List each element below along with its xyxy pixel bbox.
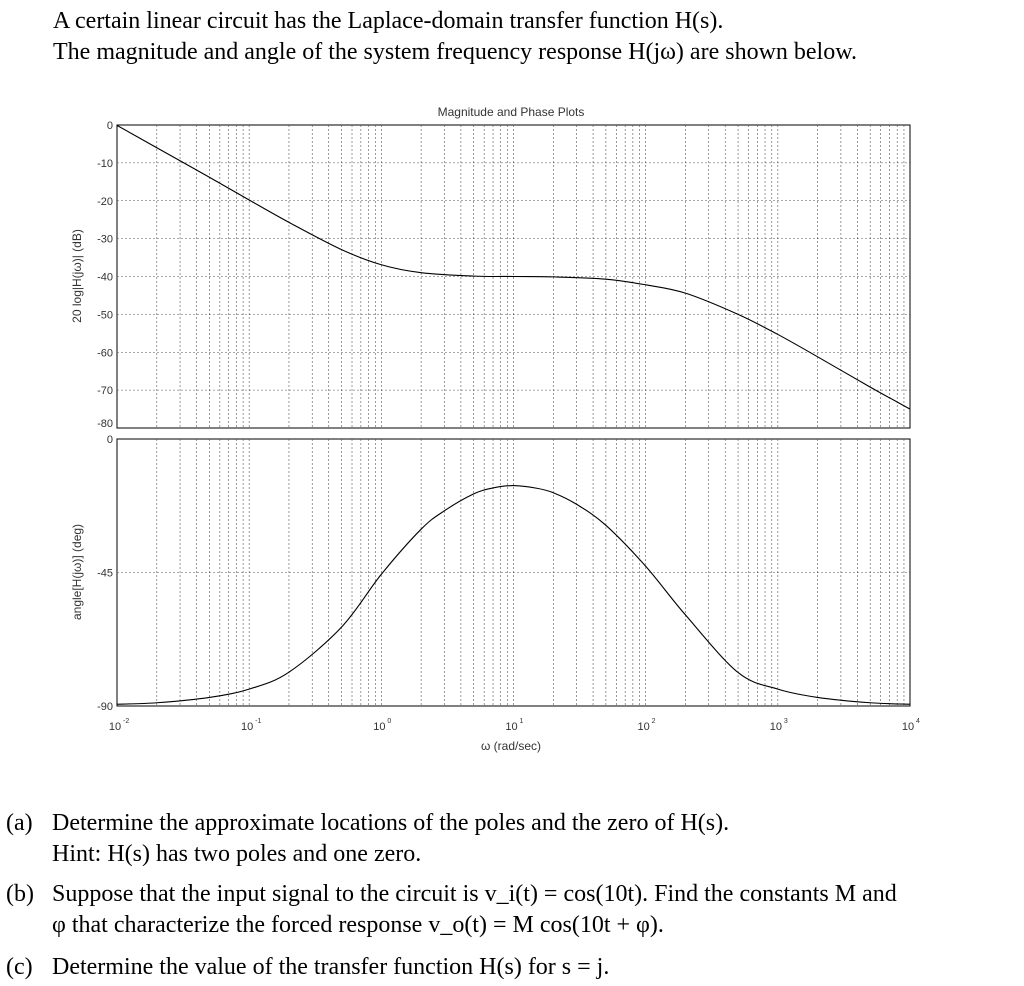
question-c-label: (c) xyxy=(6,954,33,980)
y-tick-label: -80 xyxy=(97,418,113,430)
x-tick-base: 10 xyxy=(373,721,386,733)
x-tick-exponent: 2 xyxy=(651,718,656,725)
x-tick-exponent: 1 xyxy=(519,718,524,725)
y-tick-label: 0 xyxy=(106,434,113,446)
question-a-line-2: Hint: H(s) has two poles and one zero. xyxy=(52,841,422,867)
question-b-line-1: Suppose that the input signal to the circuit is v_i(t) = cos(10t). Find the constants M and xyxy=(52,881,897,907)
question-b-label: (b) xyxy=(6,881,34,907)
x-tick-exponent: 0 xyxy=(387,718,392,725)
grid-lines xyxy=(117,125,910,706)
y-tick-label: -60 xyxy=(97,347,113,360)
x-tick-exponent: -2 xyxy=(123,718,130,725)
intro-line-1: A certain linear circuit has the Laplace-domain transfer function H(s). xyxy=(53,8,724,34)
y-tick-label: -50 xyxy=(97,309,113,322)
x-tick-exponent: -1 xyxy=(255,718,262,725)
x-tick-base: 10 xyxy=(637,721,650,733)
x-tick-label xyxy=(241,718,261,733)
x-axis-label: ω (rad/sec) xyxy=(480,739,542,753)
x-tick-exponent: 4 xyxy=(916,718,920,725)
y-tick-label: -20 xyxy=(97,195,113,208)
y-tick-label: -30 xyxy=(97,233,113,246)
question-b-line-2: φ that characterize the forced response v_o(t) = M cos(10t + φ). xyxy=(52,912,664,938)
y-tick-label: -10 xyxy=(97,157,113,170)
tick-labels xyxy=(97,120,920,733)
x-tick-base: 10 xyxy=(505,721,518,733)
y-tick-label: -40 xyxy=(97,271,113,284)
y-tick-label: -90 xyxy=(97,701,113,713)
x-tick-label xyxy=(373,718,391,733)
x-tick-exponent: 3 xyxy=(783,718,788,725)
y-tick-label: -45 xyxy=(97,567,113,580)
question-a-line-1: Determine the approximate locations of the poles and the zero of H(s). xyxy=(52,810,730,836)
x-tick-base: 10 xyxy=(901,721,915,733)
x-tick-base: 10 xyxy=(769,721,782,733)
x-tick-label xyxy=(638,718,656,733)
question-c-line-1: Determine the value of the transfer function H(s) for s = j. xyxy=(52,954,610,980)
question-a-label: (a) xyxy=(6,810,33,836)
magnitude-y-axis-label: 20 log|H(jω)| (dB) xyxy=(70,229,84,323)
phase-y-axis-label: angle[H(jω)] (deg) xyxy=(70,523,84,621)
intro-line-2: The magnitude and angle of the system frequency response H(jω) are shown below. xyxy=(53,39,857,65)
y-tick-label: -70 xyxy=(97,385,113,398)
x-tick-label xyxy=(109,718,129,733)
chart-title: Magnitude and Phase Plots xyxy=(437,105,585,119)
x-tick-base: 10 xyxy=(241,721,254,733)
x-tick-label xyxy=(902,718,920,733)
x-tick-base: 10 xyxy=(108,721,122,733)
x-tick-label xyxy=(505,718,523,733)
x-tick-label xyxy=(770,718,788,733)
y-tick-label: 0 xyxy=(106,120,113,132)
